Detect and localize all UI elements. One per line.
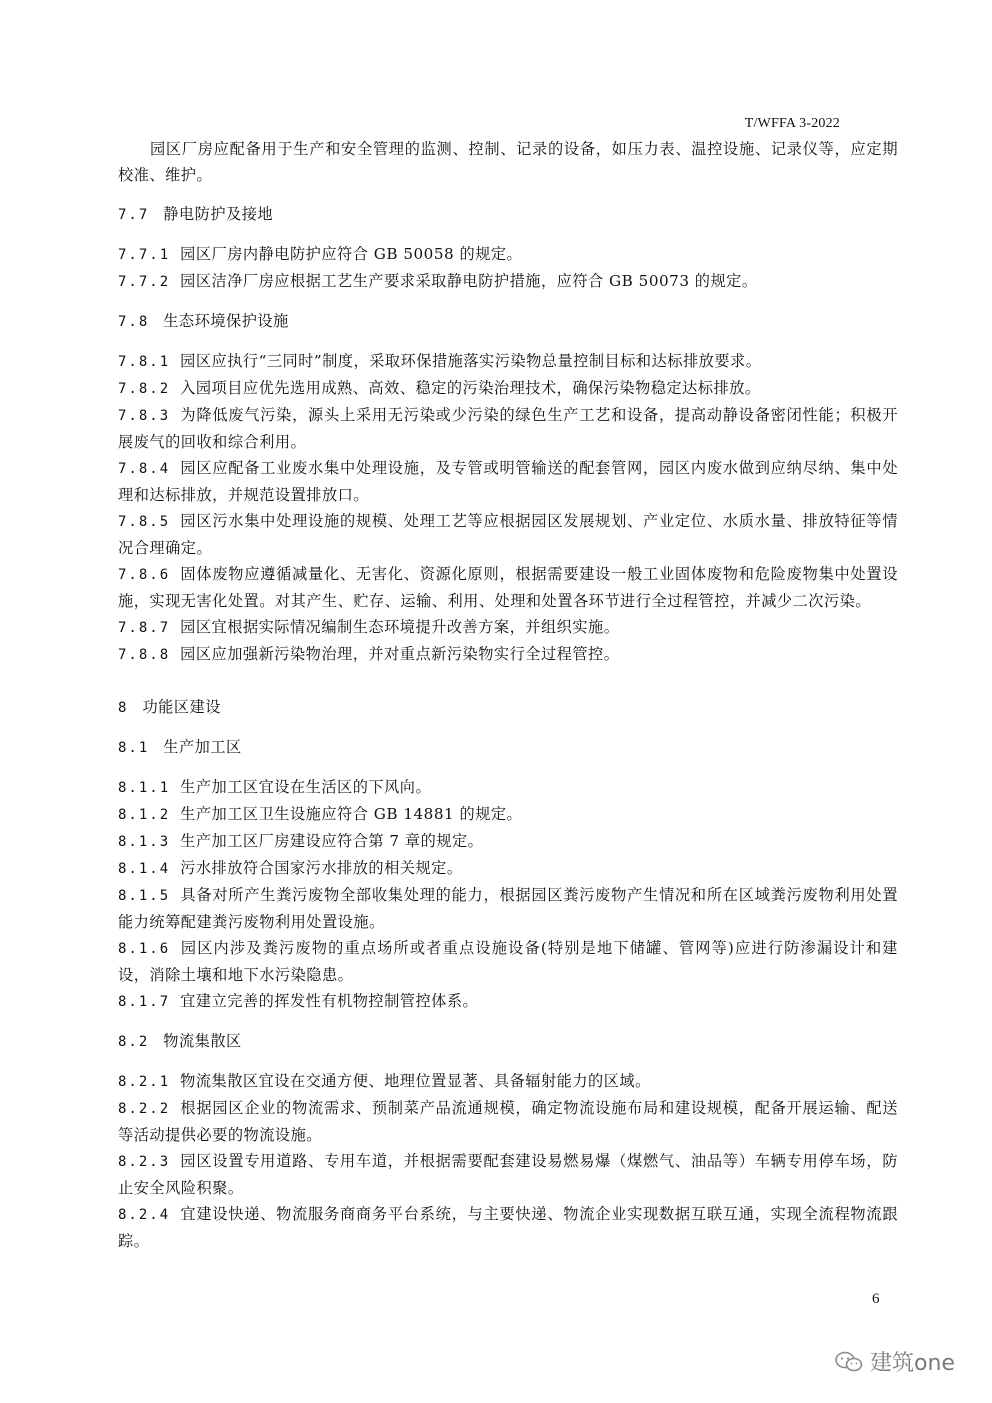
clause-text: 园区应加强新污染物治理，并对重点新污染物实行全过程管控。 (180, 645, 620, 663)
clause-number: 7.7.2 (118, 274, 171, 290)
clause-text: 宜建设快递、物流服务商商务平台系统，与主要快递、物流企业实现数据互联互通，实现全流程物流跟踪。 (118, 1205, 898, 1250)
clause-number: 8.2.4 (118, 1207, 171, 1223)
clause-text: 园区洁净厂房应根据工艺生产要求采取静电防护措施，应符合 GB 50073 的规定。 (180, 272, 758, 290)
clause-text: 污水排放符合国家污水排放的相关规定。 (180, 859, 463, 877)
clause-number: 7.8.3 (118, 408, 171, 424)
clause-item (118, 774, 898, 801)
clause-number: 8.1.6 (118, 941, 171, 957)
clause-number: 8.1.4 (118, 861, 171, 877)
clause-text: 具备对所产生粪污废物全部收集处理的能力，根据园区粪污废物产生情况和所在区域粪污废物利用处置能力统筹配建粪污废物利用处置设施。 (118, 886, 898, 931)
clause-item (118, 1148, 898, 1201)
clause-item (118, 988, 898, 1015)
clause-text: 根据园区企业的物流需求、预制菜产品流通规模，确定物流设施布局和建设规模，配备开展运输、配送等活动提供必要的物流设施。 (118, 1099, 898, 1144)
clause-text: 园区污水集中处理设施的规模、处理工艺等应根据园区发展规划、产业定位、水质水量、排放特征等情况合理确定。 (118, 512, 898, 557)
clause-text: 园区应配备工业废水集中处理设施，及专管或明管输送的配套管网，园区内废水做到应纳尽纳、集中处理和达标排放，并规范设置排放口。 (118, 459, 898, 504)
clause-text: 宜建立完善的挥发性有机物控制管控体系。 (180, 992, 479, 1010)
clause-item (118, 1095, 898, 1148)
watermark (834, 1346, 955, 1377)
clause-text: 生产加工区厂房建设应符合第 7 章的规定。 (180, 832, 484, 850)
clause-item (118, 1201, 898, 1254)
clause-text: 固体废物应遵循减量化、无害化、资源化原则，根据需要建设一般工业固体废物和危险废物集中处置设施，实现无害化处置。对其产生、贮存、运输、利用、处理和处置各环节进行全过程管控，并减少二次污染。 (118, 565, 898, 610)
clause-item (118, 641, 898, 668)
clause-text: 园区设置专用道路、专用车道，并根据需要配套建设易燃易爆（煤燃气、油品等）车辆专用停车场，防止安全风险积聚。 (118, 1152, 898, 1197)
clause-text: 园区应执行“三同时”制度，采取环保措施落实污染物总量控制目标和达标排放要求。 (180, 352, 762, 370)
clause-item (118, 1068, 898, 1095)
clause-item (118, 561, 898, 614)
clause-item (118, 935, 898, 988)
clause-item (118, 828, 898, 855)
section-heading-7-8 (118, 308, 898, 335)
clause-text: 园区厂房内静电防护应符合 GB 50058 的规定。 (180, 245, 523, 263)
clause-number: 7.8.1 (118, 354, 171, 370)
chapter-title: 功能区建设 (142, 698, 221, 716)
section-title: 物流集散区 (163, 1032, 242, 1050)
clause-text: 物流集散区宜设在交通方便、地理位置显著、具备辐射能力的区域。 (180, 1072, 651, 1090)
clause-number: 8.2.2 (118, 1101, 171, 1117)
section-number: 8.2 (118, 1034, 150, 1050)
clause-item (118, 402, 898, 455)
clause-text: 园区宜根据实际情况编制生态环境提升改善方案，并组织实施。 (180, 618, 620, 636)
clause-number: 7.8.6 (118, 567, 171, 583)
section-number: 7.8 (118, 314, 150, 330)
section-title: 生产加工区 (163, 738, 242, 756)
clause-number: 7.8.7 (118, 620, 171, 636)
clause-number: 8.1.3 (118, 834, 171, 850)
clause-number: 8.2.3 (118, 1154, 171, 1170)
clause-item (118, 508, 898, 561)
section-number: 7.7 (118, 207, 150, 223)
section-heading-8-2 (118, 1028, 898, 1055)
clause-item (118, 268, 898, 295)
section-title: 静电防护及接地 (163, 205, 274, 223)
section-number: 8.1 (118, 740, 150, 756)
sections-8 (118, 734, 898, 1254)
clause-item (118, 455, 898, 508)
page-number: 6 (872, 1291, 880, 1307)
section-heading-7-7 (118, 201, 898, 228)
clause-item (118, 614, 898, 641)
clause-text: 生产加工区宜设在生活区的下风向。 (180, 778, 432, 796)
watermark-text: 建筑one (870, 1351, 955, 1376)
clause-number: 7.7.1 (118, 247, 171, 263)
clause-item (118, 241, 898, 268)
clause-number: 7.8.2 (118, 381, 171, 397)
clause-item (118, 882, 898, 935)
chapter-heading (118, 694, 898, 721)
section-heading-8-1 (118, 734, 898, 761)
clause-item (118, 855, 898, 882)
clause-number: 8.1.1 (118, 780, 171, 796)
clause-text: 入园项目应优先选用成熟、高效、稳定的污染治理技术，确保污染物稳定达标排放。 (180, 379, 761, 397)
clause-item (118, 801, 898, 828)
clause-item (118, 348, 898, 375)
clause-number: 7.8.5 (118, 514, 171, 530)
section-title: 生态环境保护设施 (163, 312, 289, 330)
clause-text: 生产加工区卫生设施应符合 GB 14881 的规定。 (180, 805, 523, 823)
clause-number: 8.1.5 (118, 888, 171, 904)
clause-number: 8.1.7 (118, 994, 171, 1010)
document-body (118, 136, 898, 1254)
chapter-number: 8 (118, 700, 129, 716)
clause-text: 为降低废气污染，源头上采用无污染或少污染的绿色生产工艺和设备，提高动静设备密闭性能；积极开展废气的回收和综合利用。 (118, 406, 898, 451)
wechat-icon (834, 1350, 864, 1374)
clause-number: 8.2.1 (118, 1074, 171, 1090)
clause-number: 8.1.2 (118, 807, 171, 823)
standard-code: T/WFFA 3-2022 (744, 116, 840, 131)
clause-text: 园区内涉及粪污废物的重点场所或者重点设施设备(特别是地下储罐、管网等)应进行防渗漏设计和建设，消除土壤和地下水污染隐患。 (118, 939, 898, 984)
clause-item (118, 375, 898, 402)
sections-7 (118, 201, 898, 668)
intro-paragraph: 园区厂房应配备用于生产和安全管理的监测、控制、记录的设备，如压力表、温控设施、记录仪等，应定期校准、维护。 (118, 140, 898, 184)
clause-number: 7.8.8 (118, 647, 171, 663)
clause-number: 7.8.4 (118, 461, 171, 477)
